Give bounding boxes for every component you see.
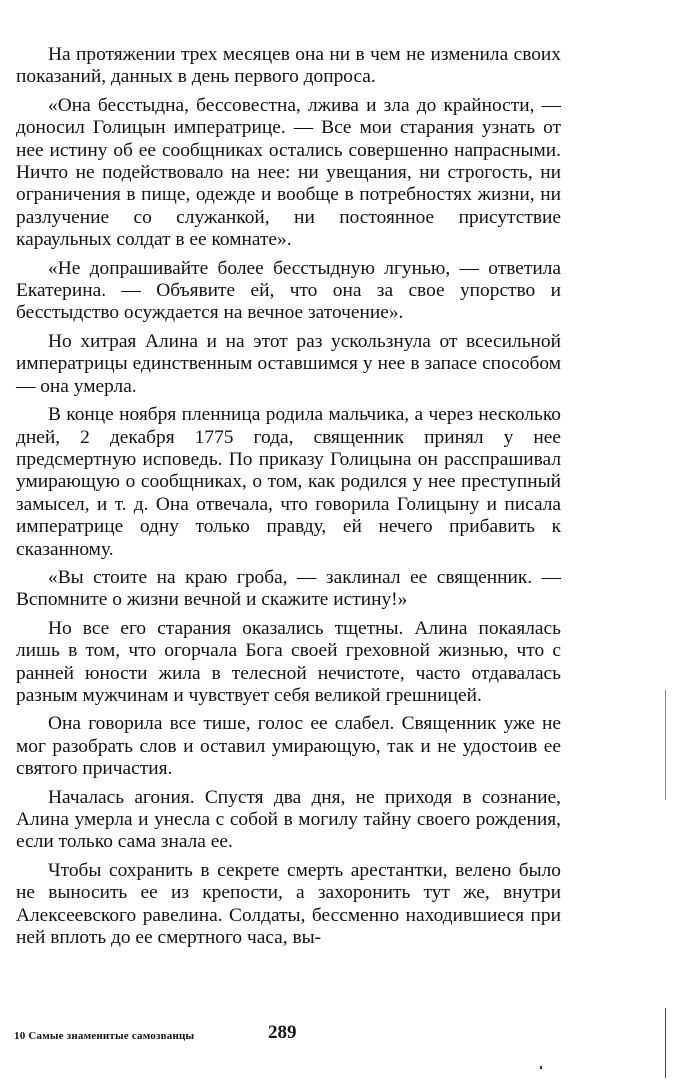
- paragraph: В конце ноября пленница родила мальчика, а через несколько дней, 2 декабря 1775 года, священник принял у нее предсмертную исповедь. По приказу Голицына он расспрашивал умирающую о сообщниках, о том, как родился у нее преступный замысел, и т. д. Она отвечала, что говорила Голицыну и писала императрице одну только правду, ей нечего прибавить к сказанному.: [16, 404, 561, 560]
- paragraph: «Она бесстыдна, бессовестна, лжива и зла до крайности, — доносил Голицын императрице. — Все мои старания узнать от нее истину об ее сообщниках остались совершенно напрасными. Ничто не подействовало на нее: ни увещания, ни строгость, ни ограничения в пище, одежде и вообще в потребностях жизни, ни разлучение со служанкой, ни постоянное присутствие караульных солдат в ее комнате».: [16, 94, 561, 251]
- paragraph: «Не допрашивайте более бесстыдную лгунью, — ответила Екатерина. — Объявите ей, что она за свое упорство и бесстыдство осуждается на вечное заточение».: [16, 257, 561, 324]
- scan-edge-line: [665, 690, 666, 800]
- page-number: 289: [268, 1022, 297, 1043]
- paragraph: Но все его старания оказались тщетны. Алина покаялась лишь в том, что огорчала Бога своей греховной жизнью, что с ранней юности жила в телесной нечистоте, часто отдавалась разным мужчинам и чувствует себя великой грешницей.: [16, 617, 561, 706]
- scan-speck: [540, 1066, 542, 1069]
- paragraph: Она говорила все тише, голос ее слабел. Священник уже не мог разобрать слов и оставил умирающую, так и не удостоив ее святого причастия.: [16, 713, 561, 780]
- signature-mark: 10 Самые знаменитые самозванцы: [14, 1030, 195, 1042]
- paragraph: Чтобы сохранить в секрете смерть арестантки, велено было не выносить ее из крепости, а захоронить тут же, внутри Алексеевского равелина. Солдаты, бессменно находившиеся при ней вплоть до ее смертного часа, вы-: [16, 859, 561, 949]
- page-body: [16, 44, 561, 955]
- page-footer: [14, 1022, 574, 1046]
- paragraph: Началась агония. Спустя два дня, не приходя в сознание, Алина умерла и унесла с собой в могилу тайну своего рождения, если только сама знала ее.: [16, 786, 561, 853]
- paragraph: На протяжении трех месяцев она ни в чем не изменила своих показаний, данных в день первого допроса.: [16, 44, 561, 88]
- paragraph: «Вы стоите на краю гроба, — заклинал ее священник. — Вспомните о жизни вечной и скажите истину!»: [16, 566, 561, 611]
- scan-edge-line: [665, 1008, 666, 1078]
- paragraph: Но хитрая Алина и на этот раз ускользнула от всесильной императрицы единственным оставшимся у нее в запасе способом — она умерла.: [16, 330, 561, 397]
